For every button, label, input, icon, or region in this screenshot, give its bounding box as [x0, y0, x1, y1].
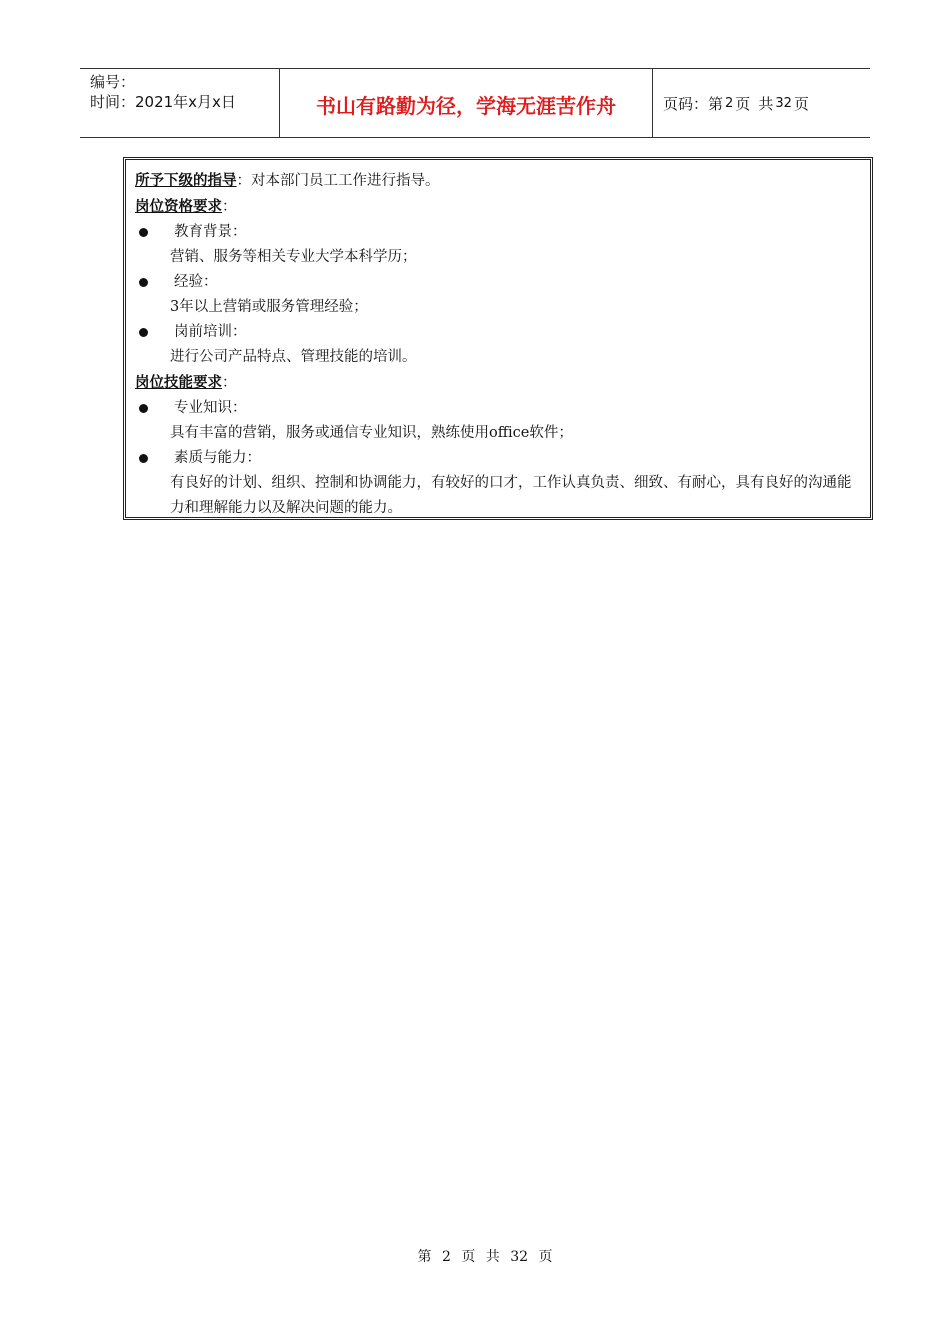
guidance-text: ：对本部门员工工作进行指导。	[236, 173, 440, 189]
page-prefix: 页码：第	[663, 94, 724, 113]
footer-suffix: 页	[538, 1249, 553, 1265]
page-footer	[0, 1246, 950, 1266]
list-item	[135, 220, 862, 245]
qualification-label: 岗位资格要求	[135, 198, 222, 215]
list-item	[135, 396, 862, 421]
bullet-icon	[139, 454, 148, 463]
list-item-title: 经验：	[174, 274, 218, 290]
list-item-title: 专业知识：	[174, 400, 247, 416]
document-date: 时间：2021年x月x日	[90, 93, 236, 111]
guidance-label: 所予下级的指导	[135, 172, 237, 189]
page-total: 32	[775, 95, 792, 111]
header-meta	[80, 69, 280, 137]
total-suffix: 页	[793, 94, 809, 113]
header-page-indicator	[653, 69, 870, 137]
list-item-detail: 具有丰富的营销，服务或通信专业知识，熟练使用office软件；	[170, 425, 573, 441]
footer-mid: 页	[461, 1249, 476, 1265]
list-item-detail: 3年以上营销或服务管理经验；	[170, 299, 368, 315]
skill-label: 岗位技能要求	[135, 374, 222, 391]
list-item	[135, 270, 862, 295]
page-current: 2	[725, 95, 734, 111]
content-box	[123, 157, 873, 520]
list-item	[135, 446, 862, 471]
footer-total-pages: 32	[510, 1249, 529, 1265]
page-header	[80, 68, 870, 138]
footer-prefix: 第	[417, 1249, 432, 1265]
footer-total-prefix: 共	[485, 1249, 500, 1265]
bullet-icon	[139, 404, 148, 413]
bullet-icon	[139, 228, 148, 237]
qualification-heading	[135, 194, 862, 220]
header-motto: 书山有路勤为径，学海无涯苦作舟	[280, 69, 653, 137]
bullet-icon	[139, 328, 148, 337]
bullet-icon	[139, 278, 148, 287]
skill-heading	[135, 370, 862, 396]
footer-current-page: 2	[441, 1249, 451, 1265]
total-prefix: 共	[758, 94, 774, 113]
list-item-detail: 营销、服务等相关专业大学本科学历；	[170, 249, 417, 265]
list-item-title: 素质与能力：	[174, 450, 261, 466]
list-item-detail: 有良好的计划、组织、控制和协调能力，有较好的口才，工作认真负责、细致、有耐心，具有良好的沟通能力和理解能力以及解决问题的能力。	[170, 475, 852, 516]
list-item-detail: 进行公司产品特点、管理技能的培训。	[170, 349, 417, 365]
page-mid: 页	[735, 94, 751, 113]
guidance-row	[135, 168, 862, 194]
list-item-title: 教育背景：	[174, 224, 247, 240]
list-item	[135, 320, 862, 345]
content-box-inner	[125, 159, 871, 518]
qualification-colon: ：	[222, 199, 237, 215]
skill-colon: ：	[222, 375, 237, 391]
document-number-label: 编号：	[90, 73, 136, 91]
list-item-title: 岗前培训：	[174, 324, 247, 340]
